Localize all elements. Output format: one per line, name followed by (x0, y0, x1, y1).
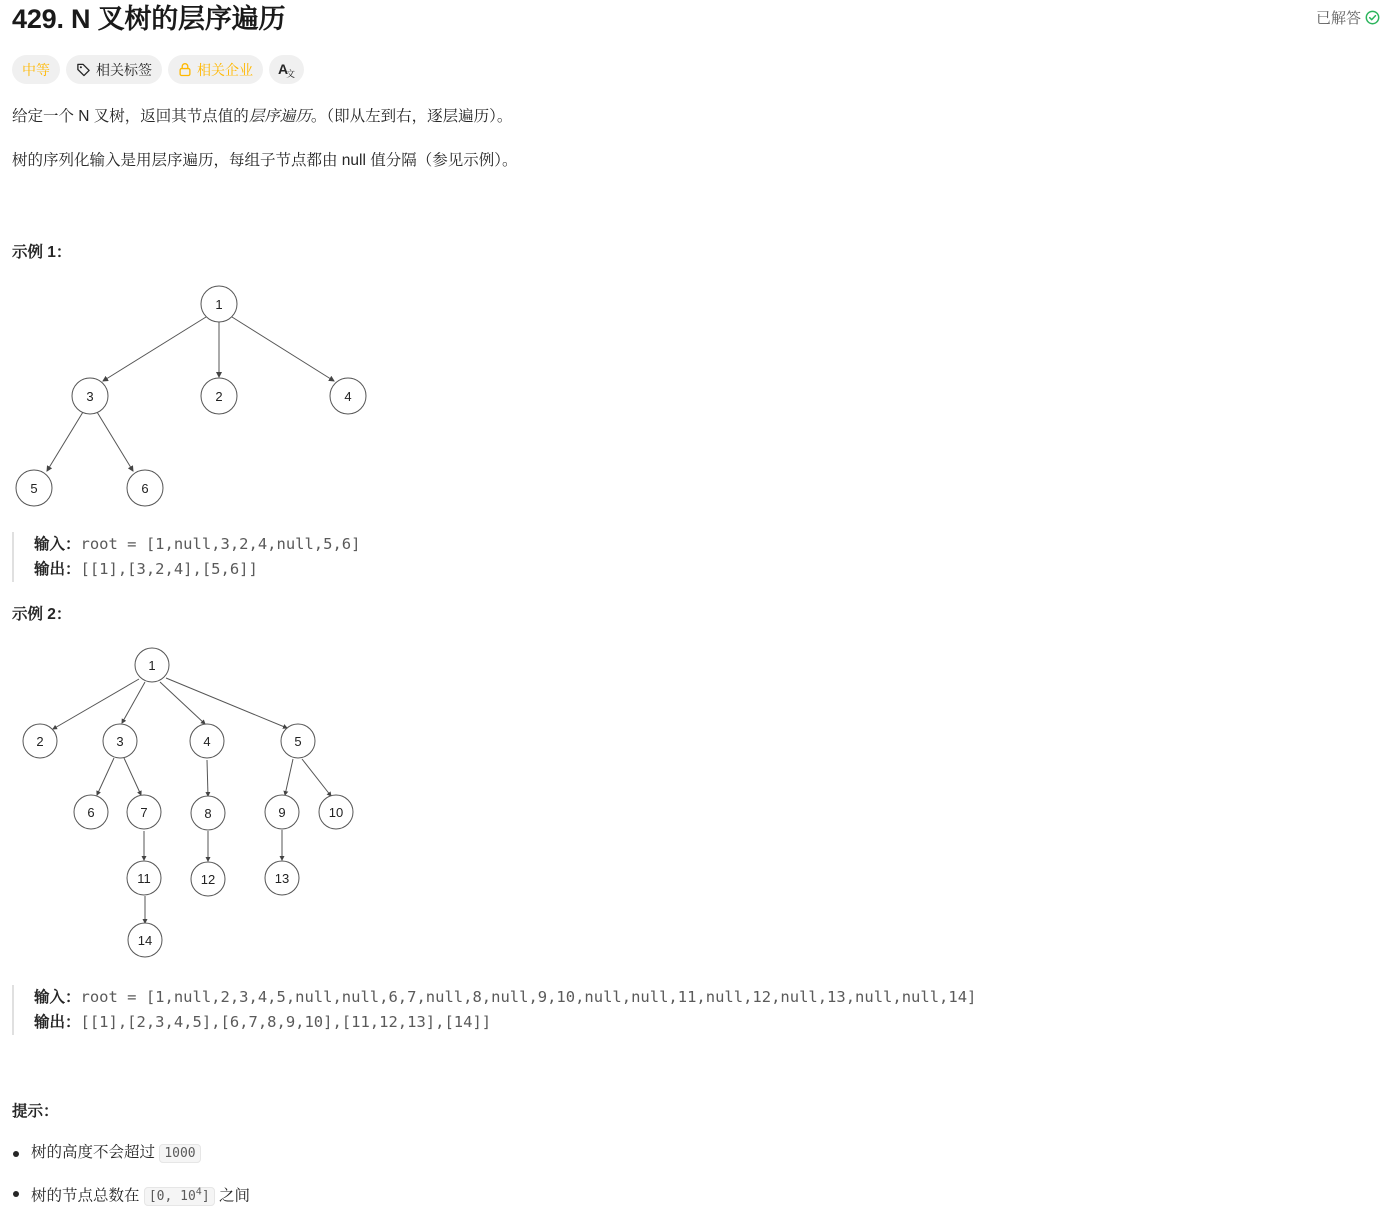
example-2-tree-image (0, 640, 380, 965)
tree-node-label: 9 (278, 805, 286, 820)
difficulty-badge (12, 55, 60, 84)
tree-node-label: 13 (274, 871, 290, 886)
tree-node-label: 14 (137, 933, 153, 948)
example-2-label: 示例 2： (12, 606, 72, 623)
tree-node-label: 3 (86, 389, 94, 404)
tree-node-label: 5 (294, 734, 302, 749)
solved-label: 已解答 (1315, 10, 1361, 27)
example-1-output: 输出：[[1],[3,2,4],[5,6]] (34, 560, 258, 578)
description-line-2: 树的序列化输入是用层序遍历，每组子节点都由 null 值分隔（参见示例）。 (12, 152, 518, 169)
example-2-input: 输入：root = [1,null,2,3,4,5,null,null,6,7,null,8,null,9,10,null,null,11,null,12,null,13,null,null,14] (34, 988, 977, 1006)
hint-item: 树的节点总数在 [0, $10^4$] 之间 (12, 1180, 250, 1210)
tree-node-label: 4 (203, 734, 211, 749)
tree-node-label: 2 (215, 389, 223, 404)
translate-button[interactable] (269, 55, 304, 84)
example-2-block (12, 985, 976, 1035)
tree-node-label: 5 (30, 481, 38, 496)
tree-node-label: 2 (36, 734, 44, 749)
related-companies-label: 相关企业 (197, 61, 253, 78)
example-1-input: 输入：root = [1,null,3,2,4,null,5,6] (34, 535, 361, 553)
translate-icon: A 文 (278, 60, 296, 79)
tree-node-label: 12 (200, 872, 216, 887)
tree-node-label: 3 (116, 734, 124, 749)
solved-status[interactable] (1316, 7, 1380, 28)
tree-node-label: 1 (215, 297, 223, 312)
tree-node-label: 6 (141, 481, 149, 496)
tree-node-label: 4 (344, 389, 352, 404)
problem-title: 429. N 叉树的层序遍历 (12, 4, 286, 34)
hint-item: 树的高度不会超过 1000 (12, 1140, 250, 1167)
tree-node-label: 7 (140, 805, 148, 820)
example-1-label: 示例 1： (12, 244, 72, 261)
tree-node-label: 11 (137, 871, 151, 886)
tag-bar (12, 55, 304, 84)
tree-node-label: 1 (148, 658, 156, 673)
example-1-block (12, 532, 360, 582)
example-1-tree-image (0, 280, 380, 512)
related-tags-button[interactable] (66, 55, 162, 84)
related-companies-button[interactable] (168, 55, 263, 84)
check-circle-icon (1365, 10, 1380, 25)
lock-icon (178, 62, 192, 77)
hints-label: 提示： (12, 1103, 59, 1120)
example-2-output: 输出：[[1],[2,3,4,5],[6,7,8,9,10],[11,12,13],[14]] (34, 1013, 492, 1031)
related-tags-label: 相关标签 (96, 61, 152, 78)
tree-node-label: 6 (87, 805, 95, 820)
tree-node-label: 10 (328, 805, 344, 820)
description-line-1: 给定一个 N 叉树，返回其节点值的层序遍历。（即从左到右，逐层遍历）。 (12, 108, 513, 125)
hints-list (12, 1140, 250, 1211)
difficulty-label: 中等 (22, 61, 50, 78)
tag-icon (76, 62, 91, 77)
tree-node-label: 8 (204, 806, 212, 821)
